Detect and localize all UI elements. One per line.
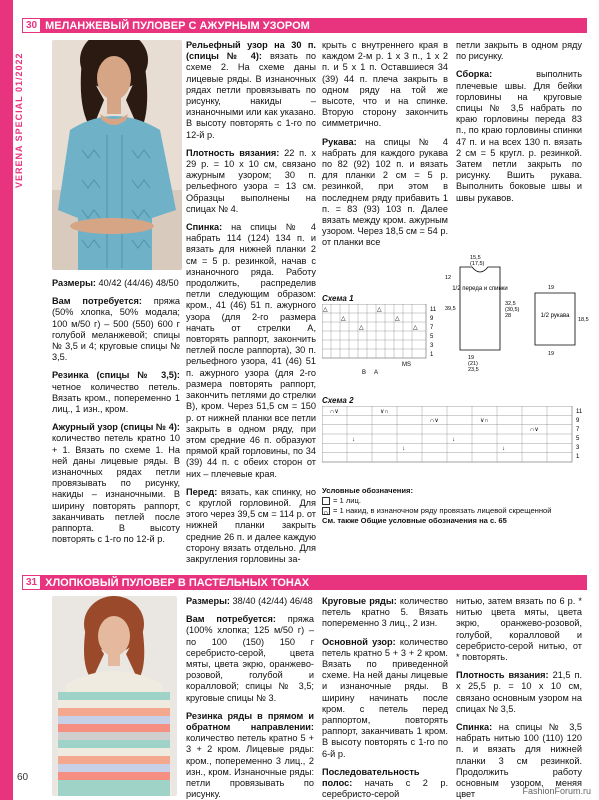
watermark: FashionForum.ru xyxy=(522,786,591,796)
pattern-diagram xyxy=(440,255,590,375)
svg-text:23,5: 23,5 xyxy=(468,367,479,373)
svg-text:5: 5 xyxy=(430,334,434,340)
svg-text:15,5: 15,5 xyxy=(470,255,481,261)
svg-text:∩∨: ∩∨ xyxy=(430,418,439,424)
section-31-title: ХЛОПКОВЫЙ ПУЛОВЕР В ПАСТЕЛЬНЫХ ТОНАХ xyxy=(45,576,310,589)
svg-text:∩∨: ∩∨ xyxy=(330,409,339,415)
svg-text:1: 1 xyxy=(430,352,434,358)
section-30-title: МЕЛАНЖЕВЫЙ ПУЛОВЕР С АЖУРНЫМ УЗОРОМ xyxy=(45,19,310,32)
svg-text:19: 19 xyxy=(548,351,555,357)
legend: Условные обозначения: = 1 лиц. ∩ = 1 накид, в изнаночном ряду провязать лицевой скрещенной См. также Общие условные обозначения на с. 65 xyxy=(322,486,587,526)
svg-text:B: B xyxy=(362,370,367,376)
svg-text:3: 3 xyxy=(576,445,580,451)
sleeve-label: 1/2 рукава xyxy=(540,313,570,319)
svg-text:12: 12 xyxy=(445,275,452,281)
svg-text:7: 7 xyxy=(430,325,434,331)
svg-text:1: 1 xyxy=(576,454,580,460)
section-30-col-2: Рельефный узор на 30 п. (спицы № 4): вязать по схеме 2. На схеме даны лицевые ряды. В изнаночных рядах петли провязывать по рисунку, накиды – изнаночными или как указано. В высоту повторять с 1-го по 12-й р. Плотность вязания: 22 п. х 29 р. = 10 х 10 см, связано ажурным узором; 30 п. рельефного узора = 13 см. Образцы выполнены на спицах № 4. Спинка: на спицы № 4 набрать 114 (124) 134 п. и вязать для нижней планки 2 см = 5 р. резинкой, начав с изнаночного ряда. Работу продолжить, распределив петли следующим образом: кром., 41 (46) 51 п. ажурного узора (для 2-го размера начать от стрелки А, повторять раппорт, закончить петлей после раппорта), 30 п. рельефного узора, 41 (46) 51 п. ажурного узора (для 2-го размера повторять раппорт, закончить петлями до стрелки В), кром. Через 51,5 см = 150 р. от нижней планки все петли закрыть в одном ряду, при этом средние 46 п. образуют прямой край горловины, по 34 (39) 44 п. с обеих сторон от них – плечевые края. Перед: вязать, как спинку, но с круглой горловиной. Для этого через 39,5 см = 114 р. от нижней планки закрыть средние 26 п. и далее каждую сторону вязать отдельно. Для закругления горловины за- xyxy=(186,40,316,564)
section-31-header xyxy=(22,575,587,590)
section-31-col-3: нитью, затем вязать по 6 р. * нитью цвета мяты, цвета экрю, оранжево-розовой, голубой, коралловой и серебристо-серой нитью, от * повторять. Плотность вязания: 21,5 п. х 25,5 р. = 10 х 10 см, связано основным узором на спицах № 3,5. Спинка: на спицы № 3,5 набрать нитью 100 (110) 120 п. и вязать для нижней планки 3 см резинкой. Продолжить работу основным узором, меняя цвет xyxy=(456,596,582,800)
section-31-number: 31 xyxy=(22,575,41,590)
sweater-31-photo xyxy=(52,596,177,796)
svg-text:∩∨: ∩∨ xyxy=(530,427,539,433)
legend-note: См. также Общие условные обозначения на с. 65 xyxy=(322,516,507,525)
svg-text:△: △ xyxy=(395,316,400,322)
svg-text:△: △ xyxy=(341,316,346,322)
svg-text:△: △ xyxy=(323,307,328,313)
svg-text:↓: ↓ xyxy=(502,446,505,452)
svg-text:↓: ↓ xyxy=(452,437,455,443)
svg-text:(30,5): (30,5) xyxy=(505,307,520,313)
svg-text:39,5: 39,5 xyxy=(445,306,456,312)
schema-1-chart xyxy=(322,304,442,379)
svg-text:7: 7 xyxy=(576,427,580,433)
svg-text:∨∩: ∨∩ xyxy=(380,409,389,415)
section-30-col-3: крыть с внутреннего края в каждом 2-м р. 1 х 3 п., 1 х 2 п. и 5 х 1 п. Оставшиеся 34 (39) 44 п. плеча закрыть в одном ряду на той же высоте, что и на спинке. Вторую сторону закончить симметрично. Рукава: на спицы № 4 набрать для каждого рукава по 82 (92) 102 п. и вязать для планки 2 см = 5 р. резинкой, при этом в последнем ряду прибавить 1 п. = 83 (93) 103 п. Далее вязать между кром. ажурным узором. Через 18,5 см = 54 р. от планки все xyxy=(322,40,448,248)
svg-text:5: 5 xyxy=(576,436,580,442)
legend-title: Условные обозначения: xyxy=(322,486,414,495)
section-30-col-1: Размеры: 40/42 (44/46) 48/50 Вам потребуется: пряжа (50% хлопка, 50% модала; 100 м/50 г) – 500 (550) 600 г голубой меланжевой; спицы № 3,5 и 4; круговые спицы № 3,5. Резинка (спицы № 3,5): четное количество петель. Вязать кром., попеременно 1 лиц., 1 изн., кром. Ажурный узор (спицы № 4): количество петель кратно 10 + 1. Вязать по схеме 1. На ней даны лицевые ряды. В изнаночных рядах петли провязывать по рисунку, накиды – изнаночными. В ширину повторять раппорт, заканчивать петлей после раппорта. В высоту повторять с 1-го по 12-й р. xyxy=(52,278,180,545)
section-31-col-2: Круговые ряды: количество петель кратно 5. Вязать попеременно 3 лиц., 2 изн. Основной узор: количество петель кратно 5 + 3 + 2 кром. Вязать по приведенной схеме. На ней даны лицевые и изнаночные ряды. В ширину начинать после кром. с петель перед раппортом, повторять раппорт, заканчивать 1 кром. В высоту повторять с 1-го по 6-й р. Последовательность полос: начать с 2 р. серебристо-серой xyxy=(322,596,448,800)
section-30-col-4: петли закрыть в одном ряду по рисунку. Сборка: выполнить плечевые швы. Для бейки горловины на круговые спицы № 3,5 набрать по краю горловины переда 83 п., по краю горловины спинки 47 п. и на всех 130 п. вязать 2 см = 5 кругл. р. резинкой. Затем петли закрыть по рисунку. Вшить рукава. Выполнить боковые швы и швы рукавов. xyxy=(456,40,582,203)
svg-text:11: 11 xyxy=(430,307,437,313)
svg-text:△: △ xyxy=(377,307,382,313)
svg-text:3: 3 xyxy=(430,343,434,349)
svg-text:28: 28 xyxy=(505,313,512,319)
schema-2-title: Схема 2 xyxy=(322,396,354,405)
svg-text:19: 19 xyxy=(548,285,555,291)
magazine-brand: VERENA SPECIAL 01/2022 xyxy=(14,52,24,188)
front-back-label: 1/2 переда и спинки xyxy=(452,286,508,292)
section-30-header xyxy=(22,18,587,33)
svg-text:△: △ xyxy=(359,325,364,331)
svg-text:9: 9 xyxy=(430,316,434,322)
svg-text:18,5: 18,5 xyxy=(578,317,589,323)
svg-text:(21): (21) xyxy=(468,361,478,367)
svg-text:△: △ xyxy=(413,325,418,331)
svg-text:11: 11 xyxy=(576,409,583,415)
schema-2-chart xyxy=(322,406,587,468)
svg-text:A: A xyxy=(374,370,379,376)
section-30-number: 30 xyxy=(22,18,41,33)
svg-text:19: 19 xyxy=(468,355,475,361)
sweater-30-photo xyxy=(52,40,182,270)
svg-text:MS: MS xyxy=(402,362,411,368)
svg-text:32,5: 32,5 xyxy=(505,301,516,307)
svg-text:↓: ↓ xyxy=(352,437,355,443)
svg-text:(17,5): (17,5) xyxy=(470,261,485,267)
svg-text:∨∩: ∨∩ xyxy=(480,418,489,424)
schema-1-title: Схема 1 xyxy=(322,294,354,303)
svg-text:↓: ↓ xyxy=(402,446,405,452)
page-number: 60 xyxy=(17,772,29,783)
section-31-col-1: Размеры: 38/40 (42/44) 46/48 Вам потребуется: пряжа (100% хлопка; 125 м/50 г) – по 100 (150) 150 г серебристо-серой, цвета мяты, цвета экрю, оранжево-розовой, голубой и коралловой; спицы № 3,5; круговые спицы № 3. Резинка ряды в прямом и обратном направлении: количество петель кратно 5 + 3 + 2 кром. Лицевые ряды: кром., попеременно 3 лиц., 2 изн., кром. Изнаночные ряды: петли провязывать по рисунку. xyxy=(186,596,314,800)
page-sidebar xyxy=(0,0,13,800)
svg-text:9: 9 xyxy=(576,418,580,424)
